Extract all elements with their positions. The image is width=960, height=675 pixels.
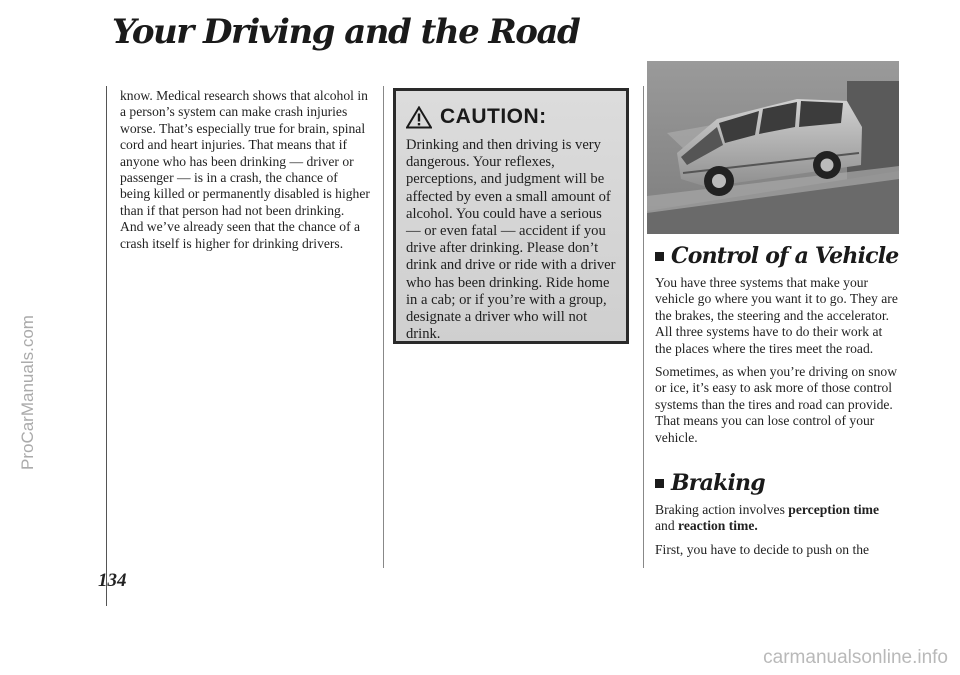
square-bullet-icon xyxy=(655,479,664,488)
braking-text-prefix: Braking action involves xyxy=(655,502,789,518)
minivan-illustration xyxy=(647,61,899,234)
left-column xyxy=(120,88,370,252)
caution-box xyxy=(393,88,629,344)
page-title: Your Driving and the Road xyxy=(112,12,580,52)
bottom-watermark: carmanualsonline.info xyxy=(763,647,948,668)
braking-paragraph-2: First, you have to decide to push on the xyxy=(655,541,870,557)
term-reaction-time: reaction time. xyxy=(678,518,758,534)
warning-triangle-icon xyxy=(406,106,432,129)
vehicle-photo xyxy=(647,61,899,234)
left-column-paragraph: know. Medical research shows that alcohol in a person’s system can make crash injuries worse. That’s especially true for brain, spinal cord and heart injuries. That means that if anyone who has been drinking — driver or passenger — is in a crash, the chance of being killed or permanently disabled is higher than if that person had not been drinking. And we’ve already seen that the chance of a crash itself is higher for drinking drivers. xyxy=(120,88,370,251)
page-number: 134 xyxy=(98,570,127,591)
control-paragraph-2: Sometimes, as when you’re driving on snow or ice, it’s easy to ask more of those control systems than the tires and road can provide. That means you can lose control of your vehicle. xyxy=(655,364,898,445)
caution-body: Drinking and then driving is very dangerous. Your reflexes, perceptions, and judgment will be affected by even a small amount of alcohol. You could have a serious — or even fatal — accident if you drive after drinking. Please don’t drink and drive or ride with a driver who has been drinking. Ride home in a cab; or if you’re with a group, designate a driver who will not drink. xyxy=(406,137,616,343)
braking-text-mid: and xyxy=(655,518,679,534)
caution-header xyxy=(406,105,618,129)
column-divider-left xyxy=(383,86,384,568)
section-heading-control xyxy=(655,243,899,269)
square-bullet-icon xyxy=(655,252,664,261)
column-divider-right xyxy=(643,86,644,568)
control-paragraph-1: You have three systems that make your vehicle go where you want it to go. They are the brakes, the steering and the accelerator. All three systems have to do their work at the places where the tires meet the road. xyxy=(655,275,898,356)
caution-title: CAUTION: xyxy=(440,105,547,128)
braking-paragraph-1 xyxy=(655,502,899,535)
section-heading-control-text: Control of a Vehicle xyxy=(671,243,899,269)
right-column xyxy=(655,243,899,565)
term-perception-time: perception time xyxy=(788,502,880,518)
side-watermark: ProCarManuals.com xyxy=(18,315,37,470)
section-heading-braking xyxy=(655,470,899,496)
section-heading-braking-text: Braking xyxy=(671,470,765,497)
margin-rule xyxy=(106,86,107,606)
